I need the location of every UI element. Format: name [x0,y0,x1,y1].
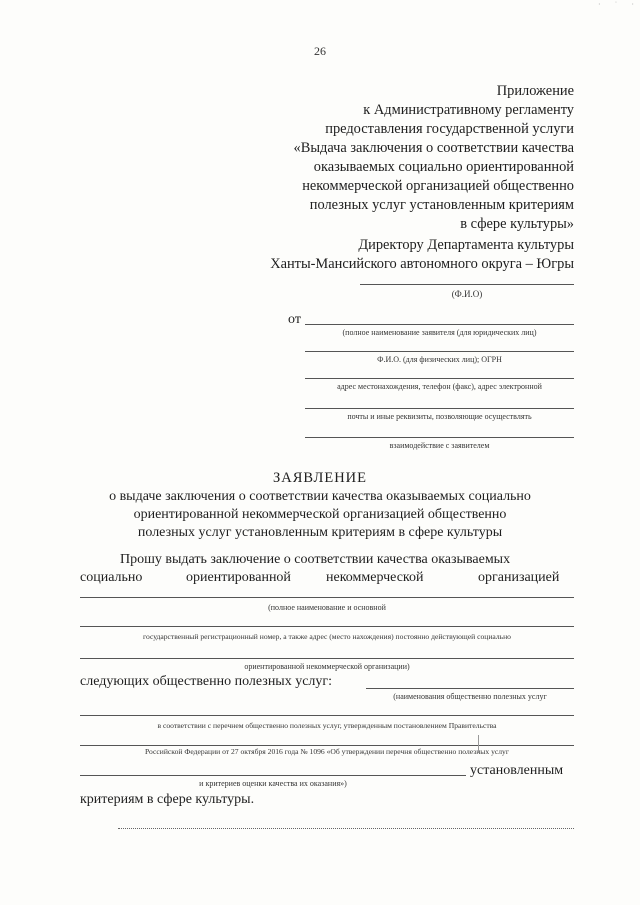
page-number: 26 [314,44,326,58]
applicant-caption: почты и иные реквизиты, позволяющие осуществлять [347,412,532,421]
appendix-line: в сфере культуры» [460,216,574,232]
services-field-line[interactable] [80,775,466,776]
appendix-line: предоставления государственной услуги [325,121,574,137]
appendix-line: Приложение [496,83,574,99]
applicant-field-line[interactable] [305,408,574,409]
applicant-caption: Ф.И.О. (для физических лиц); ОГРН [377,355,502,364]
applicant-field-line[interactable] [305,437,574,438]
subtitle-line: полезных услуг установленным критериям в сфере культуры [137,525,503,540]
criteria-caption: и критериев оценки качества их оказания») [199,779,347,788]
addressee-line: Ханты-Мансийского автономного округа – Югры [270,256,574,272]
applicant-field-line[interactable] [305,324,574,325]
from-label: от [288,312,301,327]
org-caption: ориентированной некоммерческой организации) [244,662,410,671]
scan-noise: · ˙ · [598,0,640,9]
document-subtitle [0,488,640,542]
services-field-line[interactable] [80,715,574,716]
request-word: социально [80,570,143,585]
request-text: Прошу выдать заключение о соответствии качества оказываемых [120,552,511,567]
request-word: организацией [478,570,560,585]
established-word: установленным [470,763,564,778]
fio-field-line[interactable] [360,284,574,285]
applicant-caption: адрес местонахождения, телефон (факс), адрес электронной [337,382,542,391]
applicant-caption: взаимодействие с заявителем [389,441,490,450]
org-field-line[interactable] [80,597,574,598]
appendix-header [244,82,574,234]
applicant-field-line[interactable] [305,378,574,379]
applicant-caption: (полное наименование заявителя (для юридических лиц) [342,328,537,337]
services-caption: (наименования общественно полезных услуг [393,692,547,701]
services-field-line[interactable] [80,745,574,746]
subtitle-line: ориентированной некоммерческой организацией общественно [133,507,507,522]
appendix-line: некоммерческой организацией общественно [302,178,574,194]
org-field-line[interactable] [80,626,574,627]
addressee-block [214,236,574,274]
org-field-line[interactable] [80,658,574,659]
final-text: критериям в сфере культуры. [80,792,255,807]
appendix-line: «Выдача заключения о соответствии качества [293,140,574,156]
document-title: ЗАЯВЛЕНИЕ [272,470,368,486]
subtitle-line: о выдаче заключения о соответствии качества оказываемых социально [109,489,531,504]
fio-caption: (Ф.И.О) [451,289,483,299]
org-caption: (полное наименование и основной [268,603,386,612]
services-caption: в соответствии с перечнем общественно полезных услуг, утвержденным постановлением Правительства [157,721,497,730]
appendix-line: к Административному регламенту [363,102,574,118]
appendix-line: оказываемых социально ориентированной [313,159,574,175]
appendix-line: полезных услуг установленным критериям [309,197,574,213]
services-field-line[interactable] [366,688,574,689]
addressee-line: Директору Департамента культуры [358,237,574,253]
org-caption: государственный регистрационный номер, а также адрес (место нахождения) постоянно действующей социально [143,632,511,641]
signature-field-line[interactable] [118,828,574,829]
scan-mark [478,735,483,753]
applicant-field-line[interactable] [305,351,574,352]
request-word: некоммерческой [326,570,424,585]
request-word: ориентированной [186,570,291,585]
services-caption: Российской Федерации от 27 октября 2016 года № 1096 «Об утверждении перечня общественно полезных услуг [145,747,509,756]
services-label: следующих общественно полезных услуг: [80,674,333,689]
